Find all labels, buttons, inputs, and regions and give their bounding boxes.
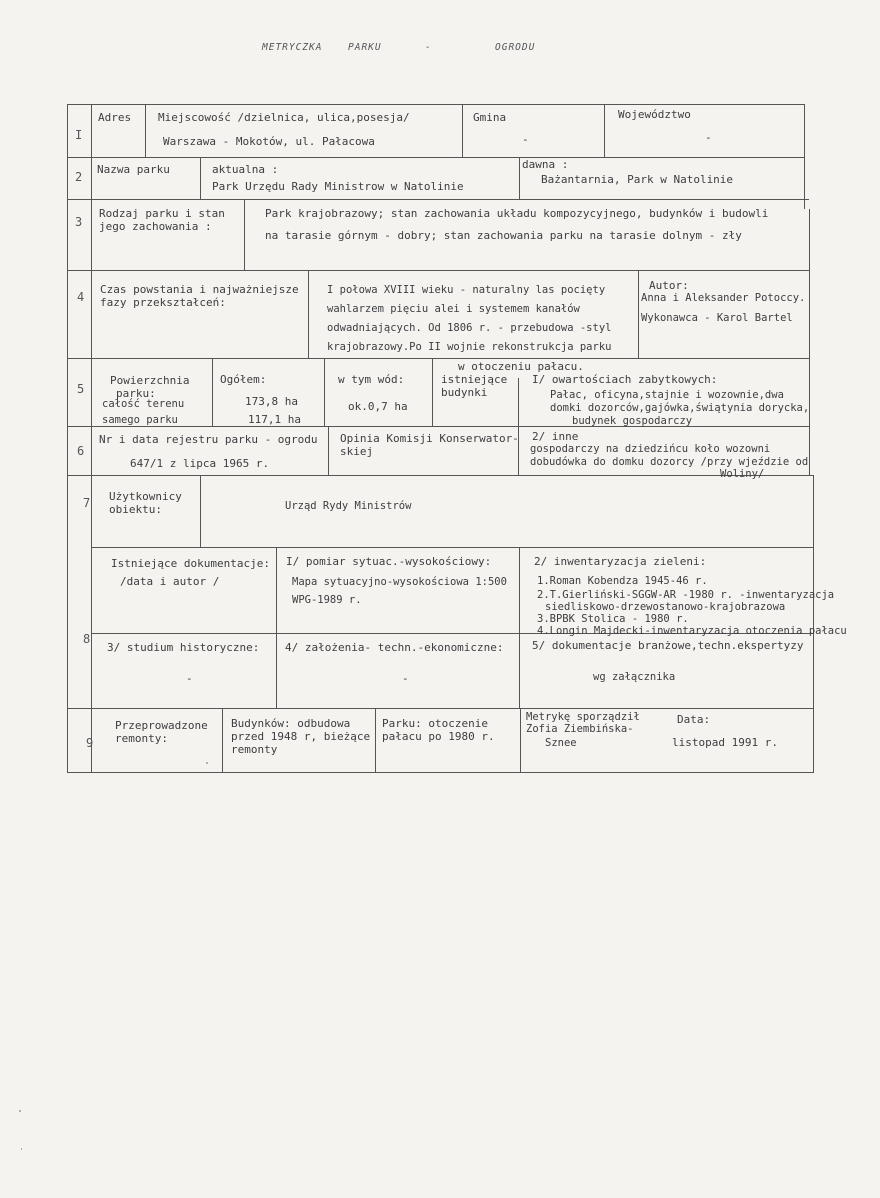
users-value: Urząd Rydy Ministrów [285,500,412,512]
voivodeship-label: Województwo [618,108,691,121]
buildings-label-2: budynki [441,386,488,399]
history-label-2: fazy przekształceń: [100,296,226,309]
greenery-text-1: 1.Roman Kobendza 1945-46 r. [537,575,708,587]
date-label: Data: [677,713,711,726]
grid-r9-c [520,708,521,772]
row-number: 4 [77,290,85,304]
building-repairs-3: remonty [231,743,278,756]
users-label-1: Użytkownicy [109,490,182,503]
park-type-label-2: jego zachowania : [99,220,212,233]
grid-r7-a [200,475,201,547]
greenery-text-4: 3.BPBK Stolica - 1980 r. [537,613,689,625]
greenery-text-2: 2.T.Gierliński-SGGW-AR -1980 r. -inwentaryzacja [537,589,835,601]
other-text-1: gospodarczy na dziedzińcu koło wozowni [530,443,771,455]
docs-label-2: /data i autor / [120,575,220,588]
current-name-value: Park Urzędu Rady Ministrow w Natolinie [212,180,464,193]
scan-speck [206,762,208,764]
grid-row-4 [67,358,809,359]
total-area-value-1: 173,8 ha [245,395,298,408]
location-label: Miejscowość /dzielnica, ulica,posesja/ [158,111,410,124]
grid-r3-a [244,199,245,270]
register-label: Nr i data rejestru parku - ogrodu [99,433,318,446]
grid-row-1 [67,157,804,158]
building-repairs-2: przed 1948 r, bieżące [231,730,371,743]
prepared-by-3: Sznee [545,737,577,749]
history-text-2: wahlarzem pięciu alei i systemem kanałów [327,303,580,315]
voivodeship-value: - [705,131,712,144]
author-value: Anna i Aleksander Potoccy. [641,292,806,304]
address-label: Adres [98,111,132,124]
grid-row-3 [67,270,809,271]
grid-r9-b [375,708,376,772]
date-value: listopad 1991 r. [672,736,778,749]
grid-r2-a [200,157,201,199]
grid-r1-b [462,104,463,157]
grid-r8-a [276,547,277,708]
branch-docs-label: 5/ dokumentacje branżowe,techn.ekspertyzy [532,639,804,652]
header-park: PARKU [348,42,382,53]
park-type-value-2: na tarasie górnym - dobry; stan zachowania parku na tarasie dolnym - zły [265,229,742,242]
area-label-3: całość terenu [102,398,185,410]
water-area-value: ok.0,7 ha [348,400,408,413]
users-label-2: obiektu: [109,503,162,516]
header-dash: - [425,42,432,53]
grid-r9-a [222,708,223,772]
former-name-label: dawna : [522,158,569,171]
park-name-label: Nazwa parku [97,163,170,176]
grid-r5-d [518,378,519,426]
park-repairs-1: Parku: otoczenie [382,717,488,730]
assumptions-value: - [402,672,409,685]
history-label-1: Czas powstania i najważniejsze [100,283,299,296]
building-repairs-1: Budynków: odbudowa [231,717,351,730]
docs-label-1: Istniejące dokumentacje: [111,557,270,570]
grid-r5-a [212,358,213,426]
conservation-opinion-2: skiej [340,445,374,458]
area-label-2: parku: [116,387,156,400]
grid-row-6 [67,475,813,476]
prepared-by-1: Metrykę sporządził [526,711,640,723]
location-value: Warszawa - Mokotów, ul. Pałacowa [163,135,375,148]
grid-row-5 [67,426,809,427]
repairs-label-2: remonty: [115,732,168,745]
grid-r4-b [638,270,639,358]
total-area-label: Ogółem: [220,373,267,386]
survey-text-1: Mapa sytuacyjno-wysokościowa 1:500 [292,576,507,588]
grid-row-2 [67,199,809,200]
history-text-3: odwadniających. Od 1806 r. - przebudowa -styl [327,322,612,334]
grid-r1-a [145,104,146,157]
grid-r4-a [308,270,309,358]
history-study-value: - [186,672,193,685]
history-study-label: 3/ studium historyczne: [107,641,260,654]
current-name-label: aktualna : [212,163,279,176]
scan-speck [21,1148,22,1150]
header-title: METRYCZKA [262,42,323,53]
grid-right-lower [813,475,814,772]
area-label-4: samego parku [102,414,178,426]
grid-right-middle [809,209,810,475]
monuments-text-1: Pałac, oficyna,stajnie i wozownie,dwa [550,389,784,401]
row-number: 6 [77,444,85,458]
gmina-label: Gmina [473,111,507,124]
branch-docs-value: wg załącznika [593,671,676,683]
grid-row-7 [91,547,813,548]
prepared-by-2: Zofia Ziembińska- [526,723,634,735]
greenery-text-5: 4.Longin Majdecki-inwentaryzacja otoczenia pałacu [537,625,847,637]
grid-r8-b [519,547,520,708]
repairs-label-1: Przeprowadzone [115,719,208,732]
author-label: Autor: [649,279,689,292]
register-value: 647/1 z lipca 1965 r. [130,457,270,470]
total-area-value-2: 117,1 ha [248,413,301,426]
row-number: 7 [83,496,91,510]
row-number: 3 [75,215,83,229]
park-type-label-1: Rodzaj parku i stan [99,207,225,220]
gmina-value: - [522,133,529,146]
history-text-4: krajobrazowy.Po II wojnie rekonstrukcja parku [327,341,612,353]
row-number: 5 [77,382,85,396]
contractor-value: Wykonawca - Karol Bartel [641,312,793,324]
survey-label: I/ pomiar sytuac.-wysokościowy: [286,555,492,568]
area-label-1: Powierzchnia [110,374,190,387]
row-number: 8 [83,632,91,646]
grid-r1-c [604,104,605,157]
grid-r2-b [519,157,520,199]
monuments-text-3: budynek gospodarczy [572,415,693,427]
greenery-label: 2/ inwentaryzacja zieleni: [534,555,707,568]
grid-number-column [91,104,92,772]
other-text-2: dobudówka do domku dozorcy /przy wjeździe od [530,456,809,468]
former-name-value: Bażantarnia, Park w Natolinie [541,173,734,186]
assumptions-label: 4/ założenia- techn.-ekonomiczne: [285,641,504,654]
other-label: 2/ inne [532,430,579,443]
greenery-text-3: siedliskowo-drzewostanowo-krajobrazowa [545,601,786,613]
grid-left [67,104,68,772]
history-text-1: I połowa XVIII wieku - naturalny las pocięty [327,284,606,296]
scan-speck [19,1110,21,1112]
surroundings-note: w otoczeniu pałacu. [458,360,584,373]
park-type-value-1: Park krajobrazowy; stan zachowania układu kompozycyjnego, budynków i budowli [265,207,769,220]
grid-r5-c [432,358,433,426]
row-number: 9 [86,736,94,750]
monuments-text-2: domki dozorców,gajówka,świątynia dorycka, [550,402,810,414]
grid-r5-b [324,358,325,426]
grid-bottom [67,772,814,773]
park-repairs-2: pałacu po 1980 r. [382,730,495,743]
grid-top [67,104,804,105]
water-area-label: w tym wód: [338,373,405,386]
grid-r6-a [328,426,329,475]
conservation-opinion-1: Opinia Komisji Konserwator- [340,432,519,445]
grid-right-upper [804,104,805,209]
other-text-3: Woliny/ [720,468,765,480]
monuments-label: I/ owartościach zabytkowych: [532,373,718,386]
buildings-label-1: istniejące [441,373,508,386]
row-number: 2 [75,170,83,184]
header-garden: OGRODU [495,42,536,53]
row-number: I [75,128,83,142]
survey-text-2: WPG-1989 r. [292,594,362,606]
grid-row-8 [67,708,813,709]
